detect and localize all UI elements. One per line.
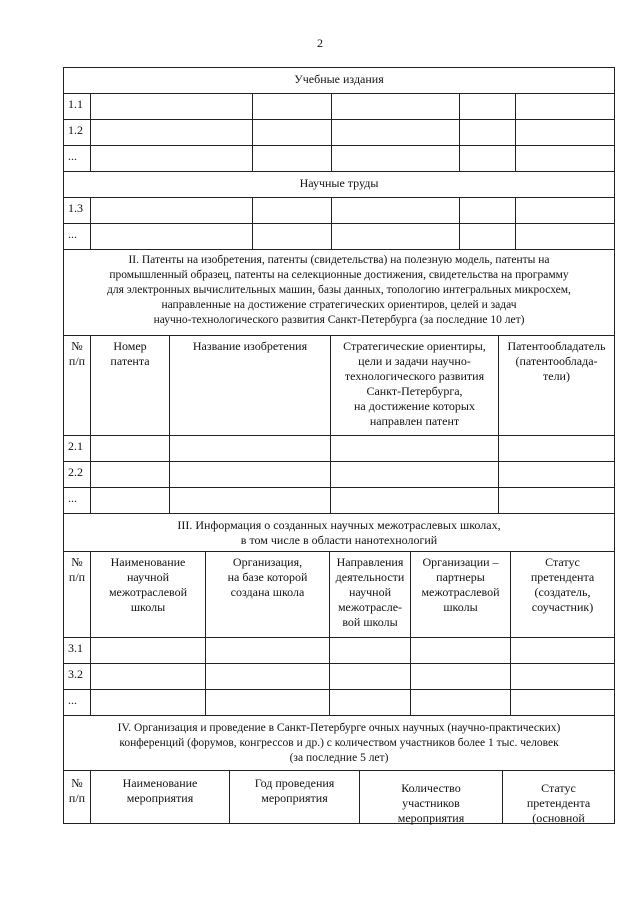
column-header-num: № п/п — [68, 555, 86, 584]
row-number: 1.1 — [68, 97, 83, 111]
column-header-school-name: Наименование научной межотраслевой школы — [90, 552, 205, 637]
row-number: ... — [68, 693, 77, 707]
column-header-partners: Организации – партнеры межотраслевой школы — [410, 552, 510, 637]
column-header-event-year: Год проведения мероприятия — [229, 771, 359, 823]
row-number: 2.1 — [68, 439, 83, 453]
column-header-holder: Патентообладатель (патентооблада- тели) — [498, 336, 614, 435]
textbooks-title: Учебные издания — [294, 72, 384, 86]
page-number: 2 — [317, 36, 323, 50]
column-header-status: Статус претендента (основной — [502, 771, 614, 823]
schools-title-line: в том числе в области нанотехнологий — [240, 533, 438, 547]
row-number: 1.2 — [68, 123, 83, 137]
patents-title-line: II. Патенты на изобретения, патенты (свидетельства) на полезную модель, патенты на — [128, 254, 550, 266]
conferences-section-title — [64, 715, 614, 770]
conferences-title-line: конференций (форумов, конгрессов и др.) с количеством участников более 1 тыс. человек — [119, 737, 559, 749]
row-number: ... — [68, 491, 77, 505]
patents-title-line: направленные на достижение стратегических ориентиров, целей и задач — [161, 299, 517, 311]
table-row — [64, 637, 614, 663]
papers-title: Научные труды — [299, 176, 379, 190]
table-row — [64, 487, 614, 513]
section-title-row — [64, 67, 614, 93]
document-table — [63, 67, 615, 824]
column-header-strategic: Стратегические ориентиры, цели и задачи научно- технологического развития Санкт-Петербурга, на достижение которых направлен патент — [330, 336, 498, 435]
conferences-title-line: (за последние 5 лет) — [289, 752, 389, 764]
patents-header-row — [64, 335, 614, 435]
patents-title-line: промышленный образец, патенты на селекционные достижения, свидетельства на программу — [109, 269, 569, 281]
column-header-patent-number: Номер патента — [90, 336, 169, 435]
table-row — [64, 223, 614, 249]
table-row — [64, 461, 614, 487]
row-number: 3.1 — [68, 641, 83, 655]
conferences-header-row — [64, 770, 614, 824]
column-header-organization: Организация, на базе которой создана школа — [205, 552, 329, 637]
patents-section-title — [64, 249, 614, 335]
schools-title-line: III. Информация о созданных научных межотраслевых школах, — [177, 518, 501, 532]
row-number: 3.2 — [68, 667, 83, 681]
column-header-num: № п/п — [68, 339, 86, 368]
table-row — [64, 119, 614, 145]
column-header-status: Статус претендента (создатель, соучастник) — [510, 552, 614, 637]
table-row — [64, 663, 614, 689]
column-header-directions: Направления деятельности научной межотрасле- вой школы — [329, 552, 410, 637]
table-row — [64, 689, 614, 715]
row-number: 2.2 — [68, 465, 83, 479]
table-row — [64, 197, 614, 223]
row-number: 1.3 — [68, 201, 83, 215]
section-title-row — [64, 171, 614, 197]
column-header-num: № п/п — [68, 776, 86, 805]
schools-section-title — [64, 513, 614, 551]
column-header-participants: Количество участников мероприятия — [359, 771, 502, 823]
schools-header-row — [64, 551, 614, 637]
table-row — [64, 435, 614, 461]
table-row — [64, 145, 614, 171]
conferences-title-line: IV. Организация и проведение в Санкт-Петербурге очных научных (научно-практических) — [117, 722, 561, 734]
column-header-event-name: Наименование мероприятия — [90, 771, 229, 823]
row-number: ... — [68, 149, 77, 163]
row-number: ... — [68, 227, 77, 241]
patents-title-line: научно-технологического развития Санкт-Петербурга (за последние 10 лет) — [153, 314, 525, 326]
patents-title-line: для электронных вычислительных машин, базы данных, топологию интегральных микросхем, — [107, 284, 571, 296]
column-header-invention: Название изобретения — [169, 336, 330, 435]
table-row — [64, 93, 614, 119]
